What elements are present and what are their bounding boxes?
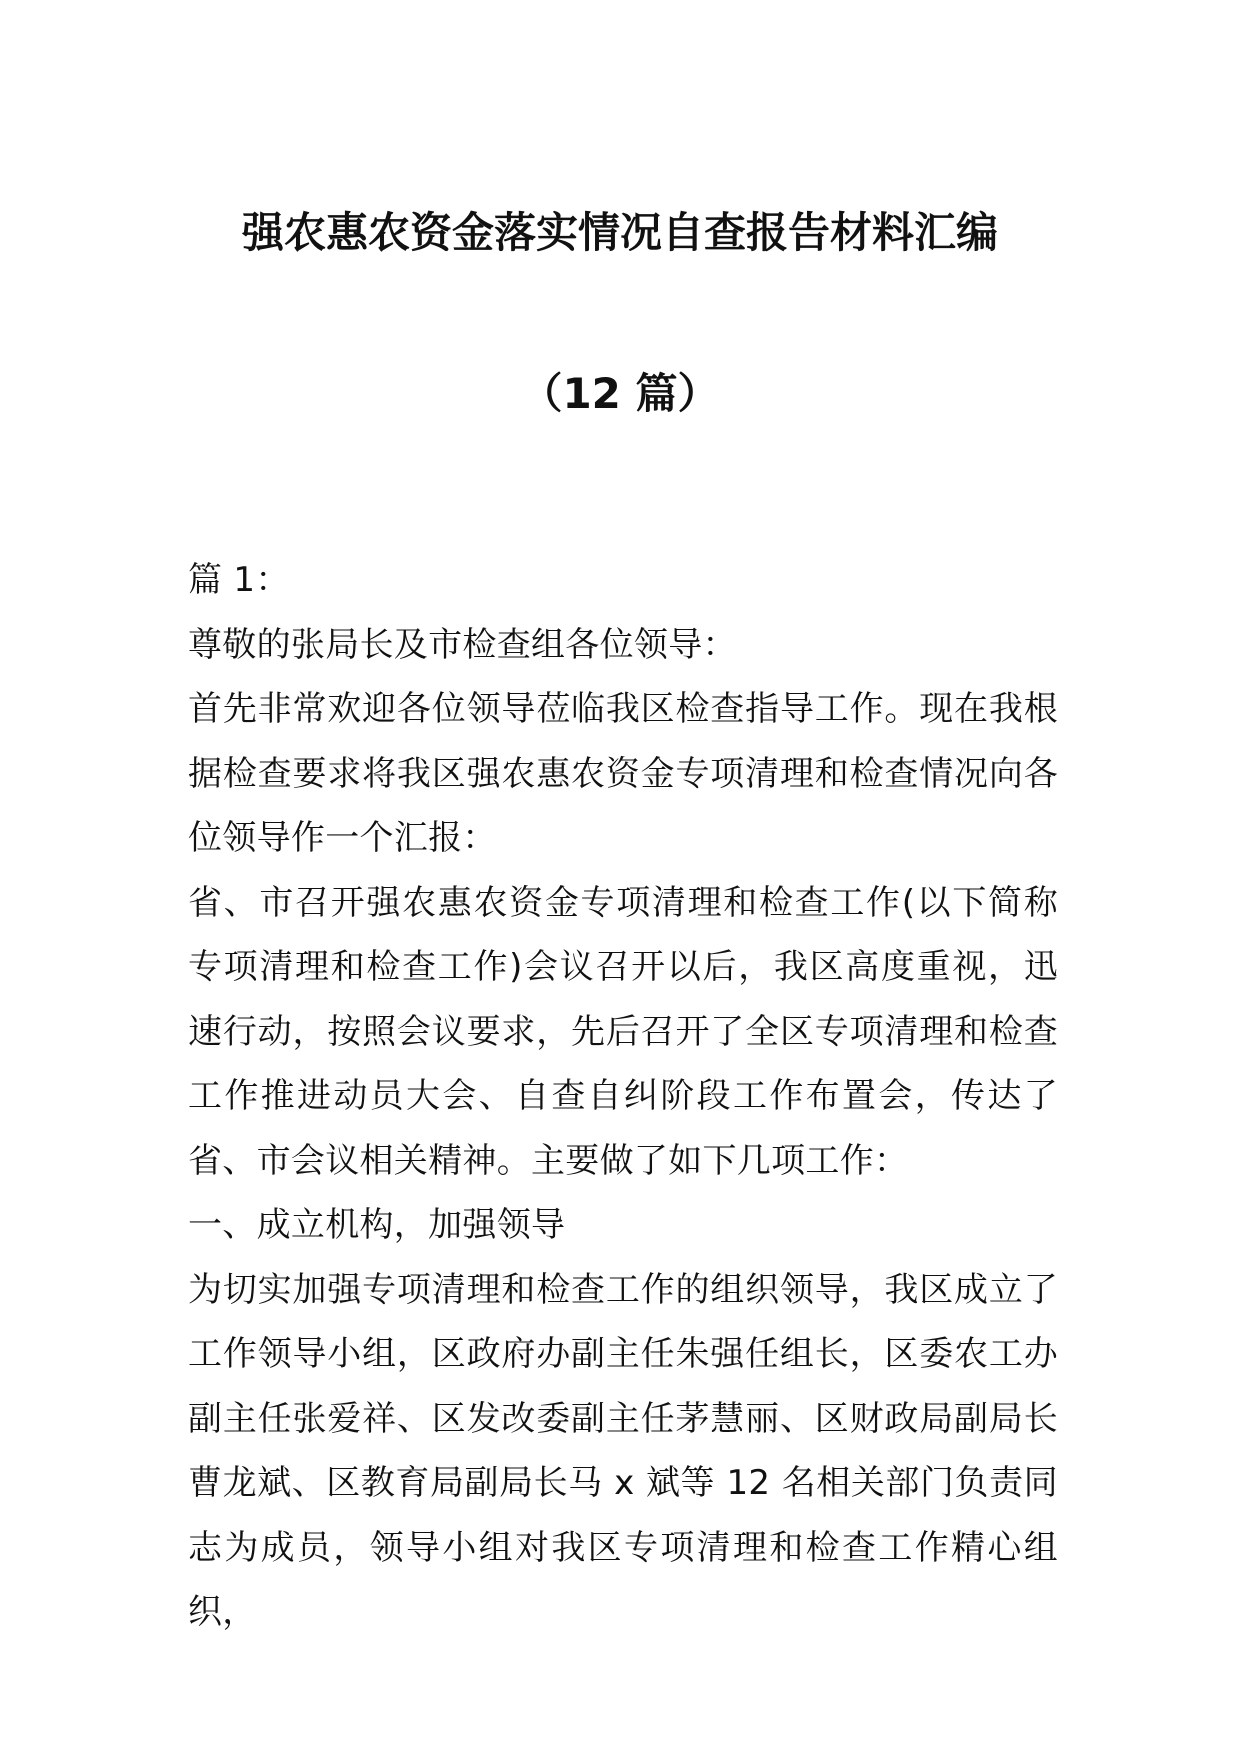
salutation: 尊敬的张局长及市检查组各位领导： [188,624,737,665]
paragraph: 省、市召开强农惠农资金专项清理和检查工作(以下简称专项清理和检查工作)会议召开以后，我区高度重视，迅速行动，按照会议要求，先后召开了全区专项清理和检查工作推进动员大会、自查自纠阶段工作布置会，传达了省、市会议相关精神。主要做了如下几项工作： [188,882,1058,1181]
paragraph: 为切实加强专项清理和检查工作的组织领导，我区成立了工作领导小组，区政府办副主任朱强任组长，区委农工办副主任张爱祥、区发改委副主任茅慧丽、区财政局副局长曹龙斌、区教育局副局长马 x 斌等 12 名相关部门负责同志为成员，领导小组对我区专项清理和检查工作精心组织， [188,1269,1058,1632]
document-subtitle: （12 篇） [520,369,720,418]
document-body [188,548,1058,1645]
section-label: 篇 1： [188,560,290,600]
paragraph: 首先非常欢迎各位领导莅临我区检查指导工作。现在我根据检查要求将我区强农惠农资金专项清理和检查情况向各位领导作一个汇报： [188,689,1058,858]
document-title: 强农惠农资金落实情况自查报告材料汇编 [241,208,998,257]
section-heading: 一、成立机构，加强领导 [188,1205,566,1245]
